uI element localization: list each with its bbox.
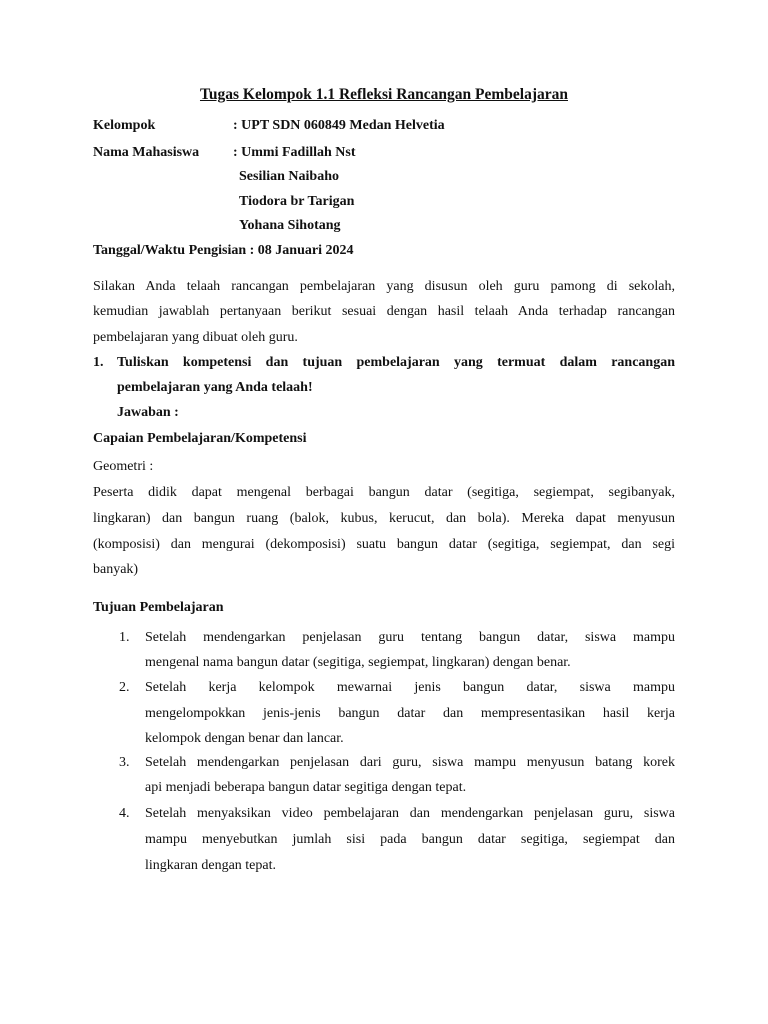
tujuan-item-line: Setelah mendengarkan penjelasan dari guru, siswa mampu menyusun batang korek: [145, 755, 675, 770]
tujuan-item-line: Setelah kerja kelompok mewarnai jenis bangun datar, siswa mampu: [145, 680, 675, 695]
tujuan-item-number: 4.: [119, 806, 130, 821]
intro-line: kemudian jawablah pertanyaan berikut sesuai dengan hasil telaah Anda terhadap rancangan: [93, 304, 675, 319]
tujuan-item-line: mampu menyebutkan jumlah sisi pada bangun datar segitiga, segiempat dan: [145, 832, 675, 847]
tujuan-item-line: lingkaran dengan tepat.: [145, 858, 277, 873]
intro-line: Silakan Anda telaah rancangan pembelajaran yang disusun oleh guru pamong di sekolah,: [93, 279, 675, 294]
tujuan-item-line: mengenal nama bangun datar (segitiga, segiempat, lingkaran) dengan benar.: [145, 655, 571, 670]
tujuan-item-line: Setelah menyaksikan video pembelajaran dan mendengarkan penjelasan guru, siswa: [145, 806, 675, 821]
document-title: Tugas Kelompok 1.1 Refleksi Rancangan Pembelajaran: [199, 86, 568, 103]
capaian-line: (komposisi) dan mengurai (dekomposisi) suatu bangun datar (segitiga, segiempat, dan segi: [93, 537, 675, 552]
nama-row: [93, 145, 356, 161]
capaian-line: banyak): [93, 562, 139, 577]
capaian-heading: Capaian Pembelajaran/Kompetensi: [93, 431, 307, 446]
tujuan-heading: Tujuan Pembelajaran: [93, 600, 224, 615]
kelompok-value: : UPT SDN 060849 Medan Helvetia: [233, 118, 445, 133]
tujuan-item-line: kelompok dengan benar dan lancar.: [145, 731, 344, 746]
tanggal-row: Tanggal/Waktu Pengisian : 08 Januari 2024: [93, 243, 354, 258]
question-line: pembelajaran yang Anda telaah!: [117, 380, 313, 395]
capaian-line: Peserta didik dapat mengenal berbagai bangun datar (segitiga, segiempat, segibanyak,: [93, 485, 675, 500]
question-number: 1.: [93, 355, 104, 370]
nama-label: Nama Mahasiswa: [93, 145, 200, 160]
member-name: Tiodora br Tarigan: [239, 194, 355, 209]
kelompok-label: Kelompok: [93, 118, 156, 133]
member-name: Yohana Sihotang: [239, 218, 341, 233]
tujuan-item-line: api menjadi beberapa bangun datar segitiga dengan tepat.: [145, 780, 467, 795]
question-line: Tuliskan kompetensi dan tujuan pembelajaran yang termuat dalam rancangan: [117, 355, 675, 370]
nama-value: : Ummi Fadillah Nst: [233, 145, 356, 160]
member-name: Sesilian Naibaho: [239, 169, 339, 184]
tujuan-item-line: Setelah mendengarkan penjelasan guru tentang bangun datar, siswa mampu: [145, 630, 675, 645]
answer-label: Jawaban :: [117, 405, 179, 420]
tujuan-item-line: mengelompokkan jenis-jenis bangun datar dan mempresentasikan hasil kerja: [145, 706, 675, 721]
tujuan-item-number: 3.: [119, 755, 130, 770]
tujuan-item-number: 1.: [119, 630, 130, 645]
kelompok-row: [93, 118, 445, 134]
capaian-line: lingkaran) dan bangun ruang (balok, kubus, kerucut, dan bola). Mereka dapat menyusun: [93, 511, 675, 526]
tujuan-item-number: 2.: [119, 680, 130, 695]
capaian-subheading: Geometri :: [93, 459, 154, 474]
intro-line: pembelajaran yang dibuat oleh guru.: [93, 330, 298, 345]
